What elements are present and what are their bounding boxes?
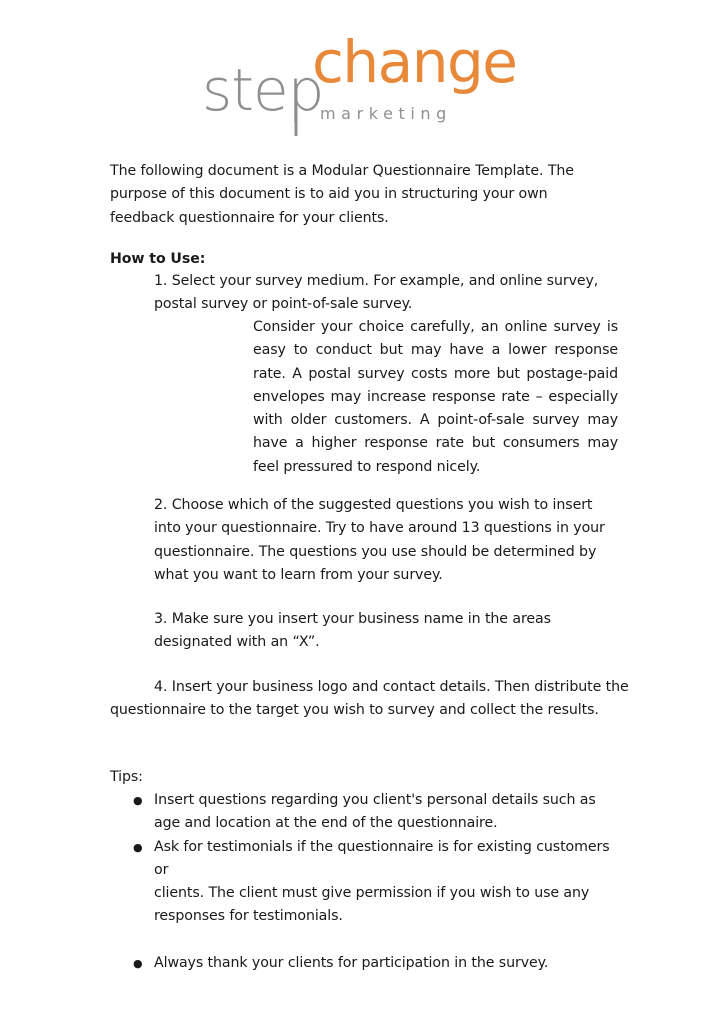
tip-line: responses for testimonials.: [154, 908, 343, 925]
step-2-line: what you want to learn from your survey.: [154, 566, 443, 583]
tip-line: Ask for testimonials if the questionnaire is for existing customers or: [154, 838, 610, 878]
tip-line: age and location at the end of the questionnaire.: [154, 815, 498, 832]
tip-line: clients. The client must give permission if you wish to use any: [154, 885, 590, 902]
intro-line: purpose of this document is to aid you in structuring your own: [110, 186, 548, 203]
bullet-icon: ●: [133, 840, 143, 854]
step-4: 4. Insert your business logo and contact details. Then distribute the questionnaire to the target you wish to survey and collect the results.: [110, 679, 629, 719]
tip-line: Always thank your clients for participation in the survey.: [154, 955, 549, 972]
how-to-use-heading: How to Use:: [110, 251, 206, 267]
intro-line: The following document is a Modular Questionnaire Template. The: [110, 163, 574, 179]
stepchange-marketing-logo: [202, 26, 532, 138]
logo-graphic: [202, 26, 532, 138]
tip-line: Insert questions regarding you client's personal details such as: [154, 792, 596, 808]
tip-item: [133, 952, 624, 975]
tip-item: [133, 836, 624, 929]
step-2-line: 2. Choose which of the suggested questions you wish to insert: [154, 497, 593, 513]
step-3: [154, 608, 624, 655]
logo-marketing-text: marketing: [320, 104, 452, 123]
tip-item: [133, 789, 624, 836]
step-1-line: postal survey or point-of-sale survey.: [154, 296, 413, 313]
step-1: [154, 270, 624, 317]
step-3-line: 3. Make sure you insert your business name in the areas: [154, 611, 551, 627]
step-3-line: designated with an “X”.: [154, 634, 320, 651]
tips-list: [133, 789, 624, 975]
step-2: [154, 494, 624, 587]
bullet-icon: ●: [133, 794, 143, 807]
step-2-line: questionnaire. The questions you use should be determined by: [154, 543, 597, 560]
step-1-note: Consider your choice carefully, an online survey is easy to conduct but may have a lower response rate. A postal survey costs more but postage-paid envelopes may increase response rate – especially with older customers. A point-of-sale survey may have a higher response rate but consumers may feel pressured to respond nicely.: [253, 319, 618, 475]
intro-paragraph: [110, 160, 630, 230]
step-1-line: 1. Select your survey medium. For example, and online survey,: [154, 273, 599, 289]
intro-line: feedback questionnaire for your clients.: [110, 209, 389, 226]
logo-change-text: change: [312, 28, 517, 96]
step-2-line: into your questionnaire. Try to have around 13 questions in your: [154, 520, 605, 537]
logo-step-text: step: [202, 56, 324, 124]
tips-heading: Tips:: [110, 769, 143, 785]
bullet-icon: ●: [133, 957, 143, 971]
